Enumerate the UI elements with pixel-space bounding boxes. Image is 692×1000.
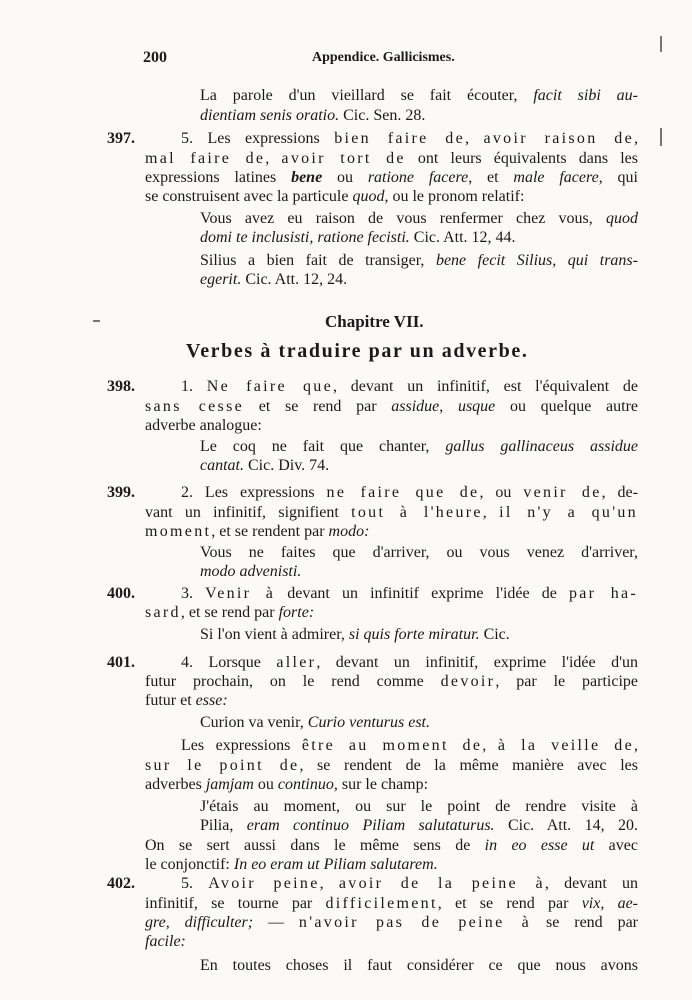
text-line: Si l'on vient à admirer, si quis forte miratur. Cic.	[200, 626, 510, 643]
text-line: egerit. Cic. Att. 12, 24.	[200, 271, 348, 288]
paragraph-number-399: 399.	[107, 484, 135, 501]
text-line: vant un infinitif, signifient tout à l'heure, il n'y a qu'un	[145, 504, 638, 521]
page-number: 200	[143, 49, 167, 66]
paragraph-number-402: 402.	[107, 875, 135, 892]
text-line: Silius a bien fait de transiger, bene fecit Silius, qui trans-	[200, 252, 638, 269]
text-line: sur le point de, se rendent de la même manière avec les	[145, 757, 638, 774]
text-line: Vous ne faites que d'arriver, ou vous venez d'arriver,	[200, 544, 638, 561]
text-line: adverbes jamjam ou continuo, sur le champ:	[145, 776, 429, 793]
paragraph-number-398: 398.	[107, 378, 135, 395]
text-line: 5. Avoir peine, avoir de la peine à, devant un	[181, 875, 639, 892]
text-line: expressions latines bene ou ratione facere, et male facere, qui	[145, 169, 638, 186]
text-line: La parole d'un vieillard se fait écouter, facit sibi au-	[200, 87, 638, 104]
chapter-heading: Chapitre VII.	[325, 312, 424, 331]
margin-mark	[660, 36, 662, 52]
text-line: Curion va venir, Curio venturus est.	[200, 714, 430, 731]
text-line: sans cesse et se rend par assidue, usque ou quelque autre	[145, 398, 639, 415]
text-line: Pilia, eram continuo Piliam salutaturus. Cic. Att. 14, 20.	[200, 817, 638, 834]
text-line: modo advenisti.	[200, 563, 302, 580]
text-line: dientiam senis oratio. Cic. Sen. 28.	[200, 107, 426, 124]
text-line: En toutes choses il faut considérer ce que nous avons	[200, 957, 638, 974]
text-line: 4. Lorsque aller, devant un infinitif, exprime l'idée d'un	[181, 654, 638, 671]
text-line: sard, et se rend par forte:	[145, 604, 315, 621]
text-line: le conjonctif: In eo eram ut Piliam salutarem.	[145, 856, 438, 873]
text-line: 3. Venir à devant un infinitif exprime l'idée de par ha-	[181, 585, 639, 602]
text-line: 5. Les expressions bien faire de, avoir raison de,	[181, 130, 639, 147]
text-line: se construisent avec la particule quod, ou le pronom relatif:	[145, 188, 525, 205]
text-line: infinitif, se tourne par difficilement, et se rend par vix, ae-	[145, 895, 639, 912]
paragraph-number-397: 397.	[107, 130, 135, 147]
text-line: adverbe analogue:	[145, 417, 262, 434]
text-line: 1. Ne faire que, devant un infinitif, est l'équivalent de	[181, 378, 639, 395]
text-line: J'étais au moment, ou sur le point de rendre visite à	[200, 798, 638, 815]
text-line: 2. Les expressions ne faire que de, ou venir de, de-	[181, 484, 638, 501]
text-line: gre, difficulter; — n'avoir pas de peine à se rend par	[145, 914, 639, 931]
text-line: cantat. Cic. Div. 74.	[200, 457, 330, 474]
text-line: Le coq ne fait que chanter, gallus gallinaceus assidue	[200, 438, 639, 455]
text-line: On se sert aussi dans le même sens de in eo esse ut avec	[145, 837, 638, 854]
text-line: domi te inclusisti, ratione fecisti. Cic. Att. 12, 44.	[200, 229, 516, 246]
text-line: Les expressions être au moment de, à la veille de,	[181, 737, 638, 754]
text-line: facile:	[145, 933, 186, 950]
text-line: Vous avez eu raison de vous renfermer chez vous, quod	[200, 210, 638, 227]
margin-mark	[660, 128, 662, 146]
running-title: Appendice. Gallicismes.	[312, 50, 455, 65]
paragraph-number-401: 401.	[107, 654, 135, 671]
text-line: futur et esse:	[145, 692, 228, 709]
text-line: futur prochain, on le rend comme devoir, par le participe	[145, 673, 638, 690]
text-line: mal faire de, avoir tort de ont leurs équivalents dans les	[145, 150, 638, 167]
section-heading: Verbes à traduire par un adverbe.	[186, 340, 529, 362]
text-line: moment, et se rendent par modo:	[145, 523, 370, 540]
paragraph-number-400: 400.	[107, 585, 135, 602]
margin-mark	[93, 320, 100, 322]
